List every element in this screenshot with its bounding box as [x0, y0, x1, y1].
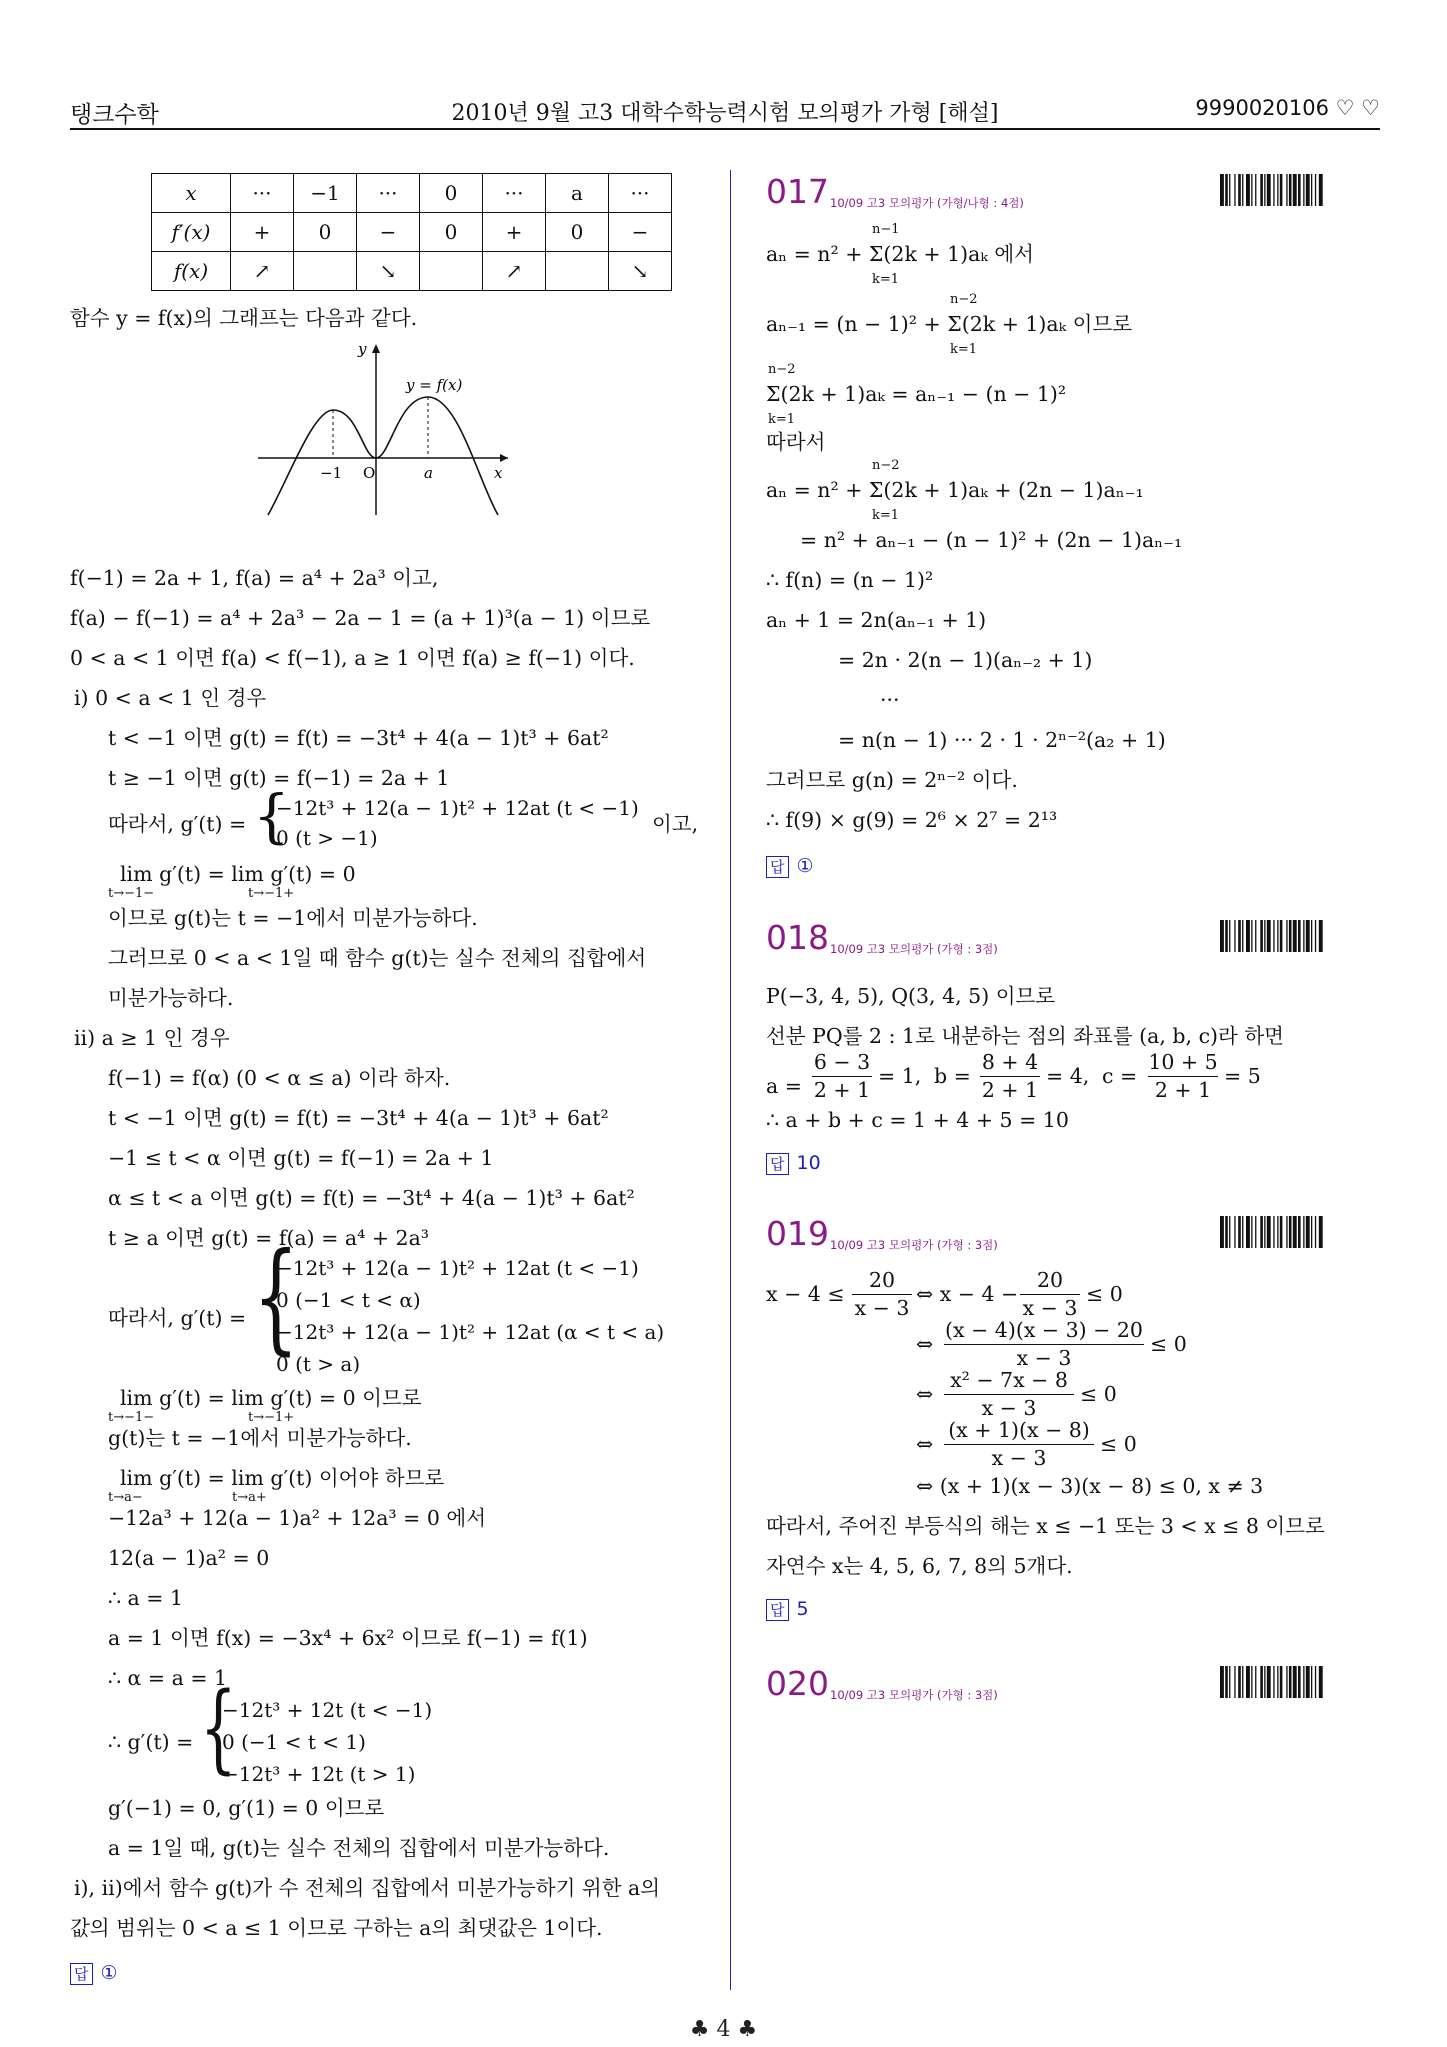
sigma-top: n−2: [768, 362, 796, 377]
limit-line: lim g′(t) = lim g′(t) 이어야 하므로: [120, 1466, 445, 1490]
inequality-row: ⇔ (x + 1)(x − 8) x − 3 ≤ 0: [916, 1418, 1137, 1470]
document-title: 2010년 9월 고3 대학수학능력시험 모의평가 가형 [해설]: [451, 101, 999, 126]
sigma-bottom: k=1: [950, 342, 978, 357]
line: 선분 PQ를 2 : 1로 내분하는 점의 좌표를 (a, b, c)라 하면: [766, 1024, 1284, 1048]
line: 미분가능하다.: [108, 986, 234, 1010]
piecewise-row: 0 (−1 < t < α): [276, 1288, 421, 1312]
answer-value: ①: [796, 855, 814, 877]
limit-sub: t→−1+: [248, 886, 295, 901]
line: = n(n − 1) ··· 2 · 1 · 2ⁿ⁻²(a₂ + 1): [838, 728, 1166, 752]
answer: [766, 1152, 821, 1175]
line: 12(a − 1)a² = 0: [108, 1546, 270, 1570]
question-number: 020: [766, 1664, 829, 1703]
case-heading: ⅰ) 0 < a < 1 인 경우: [74, 686, 267, 710]
barcode-icon: [1220, 920, 1388, 952]
sigma-bottom: k=1: [768, 412, 796, 427]
y-label: y: [358, 340, 367, 358]
x-axis-arrow: [500, 454, 508, 462]
line: f(a) − f(−1) = a⁴ + 2a³ − 2a − 1 = (a + 1)³(a − 1) 이므로: [70, 606, 651, 630]
question-tag: 10/09 고3 모의평가 (가형 : 3점): [830, 1688, 998, 1702]
sigma-top: n−2: [950, 292, 978, 307]
line: aₙ₋₁ = (n − 1)² + Σ(2k + 1)aₖ 이므로: [766, 312, 1133, 336]
column-divider: [730, 170, 731, 1990]
piecewise-row: 0 (t > −1): [276, 826, 378, 850]
sigma-top: n−1: [872, 222, 900, 237]
line: ···: [880, 688, 900, 712]
line: aₙ = n² + Σ(2k + 1)aₖ + (2n − 1)aₙ₋₁: [766, 478, 1144, 502]
answer: [766, 855, 814, 878]
document-code: 9990020106 ♡ ♡: [1195, 96, 1380, 120]
line: g(t)는 t = −1에서 미분가능하다.: [108, 1426, 412, 1450]
piecewise-row: −12t³ + 12(a − 1)t² + 12at (t < −1): [276, 1256, 639, 1280]
brand-name: 탱크수학: [70, 102, 159, 128]
line: t ≥ a 이면 g(t) = f(a) = a⁴ + 2a³: [108, 1226, 430, 1250]
tick-a: a: [424, 464, 433, 482]
y-axis-arrow: [372, 344, 380, 353]
line: = n² + aₙ₋₁ − (n − 1)² + (2n − 1)aₙ₋₁: [800, 528, 1183, 552]
graph-intro: 함수 y = f(x)의 그래프는 다음과 같다.: [70, 306, 418, 330]
piecewise-row: −12t³ + 12(a − 1)t² + 12at (α < t < a): [276, 1320, 665, 1344]
limit-line: lim g′(t) = lim g′(t) = 0: [120, 862, 356, 886]
table-row: f(x) ↗ ↘ ↗ ↘: [152, 252, 672, 291]
answer-value: ①: [100, 1962, 118, 1984]
page-header: [70, 96, 1380, 132]
answer: [70, 1962, 118, 1985]
line: = 2n · 2(n − 1)(aₙ₋₂ + 1): [838, 648, 1093, 672]
line: f(−1) = f(α) (0 < α ≤ a) 이라 하자.: [108, 1066, 451, 1090]
sigma-bottom: k=1: [872, 508, 900, 523]
x-label: x: [494, 464, 503, 482]
barcode-icon: [1220, 1216, 1388, 1248]
increase-decrease-table: [151, 173, 672, 291]
brace: {: [200, 1672, 237, 1784]
limit-line: lim g′(t) = lim g′(t) = 0 이므로: [120, 1386, 422, 1410]
limit-sub: t→−1−: [108, 886, 155, 901]
line: −1 ≤ t < α 이면 g(t) = f(−1) = 2a + 1: [108, 1146, 494, 1170]
brace: {: [253, 1228, 299, 1367]
line: t < −1 이면 g(t) = f(t) = −3t⁴ + 4(a − 1)t³ + 6at²: [108, 1106, 609, 1130]
line: 따라서, 주어진 부등식의 해는 x ≤ −1 또는 3 < x ≤ 8 이므로: [766, 1514, 1325, 1538]
line: 따라서, g′(t) =: [108, 1306, 247, 1330]
piecewise-row: −12t³ + 12(a − 1)t² + 12at (t < −1): [276, 796, 639, 820]
table-row: f′(x) + 0 − 0 + 0 −: [152, 213, 672, 252]
piecewise-row: 0 (−1 < t < 1): [222, 1730, 366, 1754]
barcode-icon: [1220, 1666, 1388, 1698]
line: t ≥ −1 이면 g(t) = f(−1) = 2a + 1: [108, 766, 450, 790]
tick-neg1: −1: [320, 464, 343, 482]
line: 이므로 g(t)는 t = −1에서 미분가능하다.: [108, 906, 478, 930]
brace: {: [253, 782, 290, 850]
answer: [766, 1598, 809, 1621]
line: 0 < a < 1 이면 f(a) < f(−1), a ≥ 1 이면 f(a) ≥ f(−1) 이다.: [70, 646, 635, 670]
case-heading: ⅱ) a ≥ 1 인 경우: [74, 1026, 230, 1050]
limit-sub: t→a+: [232, 1490, 267, 1505]
line: 따라서: [766, 430, 826, 454]
line: g′(−1) = 0, g′(1) = 0 이므로: [108, 1796, 385, 1820]
line: 자연수 x는 4, 5, 6, 7, 8의 5개다.: [766, 1554, 1073, 1578]
line: P(−3, 4, 5), Q(3, 4, 5) 이므로: [766, 984, 1056, 1008]
line: f(−1) = 2a + 1, f(a) = a⁴ + 2a³ 이고,: [70, 566, 439, 590]
table-row: x ··· −1 ··· 0 ··· a ···: [152, 174, 672, 213]
line: ∴ a = 1: [108, 1586, 184, 1610]
line: aₙ + 1 = 2n(aₙ₋₁ + 1): [766, 608, 987, 632]
line: 이고,: [652, 812, 699, 836]
answer-label: 답: [766, 1599, 789, 1621]
line: 그러므로 0 < a < 1일 때 함수 g(t)는 실수 전체의 집합에서: [108, 946, 647, 970]
answer-label: 답: [766, 1153, 789, 1175]
header-rule: [70, 128, 1380, 130]
question-number: 019: [766, 1214, 829, 1253]
piecewise-row: −12t³ + 12t (t < −1): [222, 1698, 433, 1722]
limit-sub: t→−1−: [108, 1410, 155, 1425]
inequality-row: ⇔ x² − 7x − 8 x − 3 ≤ 0: [916, 1368, 1117, 1420]
question-tag: 10/09 고3 모의평가 (가형 : 3점): [830, 1238, 998, 1252]
question-number: 017: [766, 172, 829, 211]
answer-label: 답: [70, 1963, 93, 1985]
answer-value: 10: [796, 1152, 821, 1174]
line: aₙ = n² + Σ(2k + 1)aₖ 에서: [766, 242, 1034, 266]
question-number: 018: [766, 918, 829, 957]
line: ∴ f(9) × g(9) = 2⁶ × 2⁷ = 2¹³: [766, 808, 1058, 832]
line: ∴ f(n) = (n − 1)²: [766, 568, 934, 592]
question-tag: 10/09 고3 모의평가 (가형 : 3점): [830, 942, 998, 956]
line: t < −1 이면 g(t) = f(t) = −3t⁴ + 4(a − 1)t³ + 6at²: [108, 726, 609, 750]
tick-origin: O: [363, 464, 376, 482]
line: ∴ g′(t) =: [108, 1730, 194, 1754]
line: 따라서, g′(t) =: [108, 812, 247, 836]
line: a = 1 이면 f(x) = −3x⁴ + 6x² 이므로 f(−1) = f(1): [108, 1626, 588, 1650]
line: 그러므로 g(n) = 2ⁿ⁻² 이다.: [766, 768, 1018, 792]
line: ∴ a + b + c = 1 + 4 + 5 = 10: [766, 1108, 1069, 1132]
question-tag: 10/09 고3 모의평가 (가형/나형 : 4점): [830, 196, 1024, 210]
line: ∴ α = a = 1: [108, 1666, 228, 1690]
curve: [268, 397, 498, 515]
line: ⇔ (x + 1)(x − 3)(x − 8) ≤ 0, x ≠ 3: [916, 1474, 1264, 1498]
inequality-row: x − 4 ≤ 20 x − 3 ⇔ x − 4 − 20 x − 3 ≤ 0: [766, 1268, 1123, 1320]
sigma-top: n−2: [872, 458, 900, 473]
piecewise-row: −12t³ + 12t (t > 1): [222, 1762, 416, 1786]
piecewise-row: 0 (t > a): [276, 1352, 361, 1376]
line: α ≤ t < a 이면 g(t) = f(t) = −3t⁴ + 4(a − 1)t³ + 6at²: [108, 1186, 635, 1210]
inequality-row: ⇔ (x − 4)(x − 3) − 20 x − 3 ≤ 0: [916, 1318, 1187, 1370]
answer-label: 답: [766, 856, 789, 878]
barcode-icon: [1220, 174, 1388, 206]
answer-value: 5: [796, 1598, 809, 1620]
limit-sub: t→a−: [108, 1490, 143, 1505]
line: a = 1일 때, g(t)는 실수 전체의 집합에서 미분가능하다.: [108, 1836, 610, 1860]
line: Σ(2k + 1)aₖ = aₙ₋₁ − (n − 1)²: [766, 382, 1067, 406]
sigma-bottom: k=1: [872, 272, 900, 287]
line: −12a³ + 12(a − 1)a² + 12a³ = 0 에서: [108, 1506, 487, 1530]
fn-label: y = f(x): [406, 376, 463, 394]
line: 값의 범위는 0 < a ≤ 1 이므로 구하는 a의 최댓값은 1이다.: [70, 1916, 603, 1940]
function-graph: [258, 340, 518, 520]
line: ⅰ), ⅱ)에서 함수 g(t)가 수 전체의 집합에서 미분가능하기 위한 a의: [74, 1876, 661, 1900]
page-number: ♣ 4 ♣: [689, 2017, 758, 2042]
limit-sub: t→−1+: [248, 1410, 295, 1425]
